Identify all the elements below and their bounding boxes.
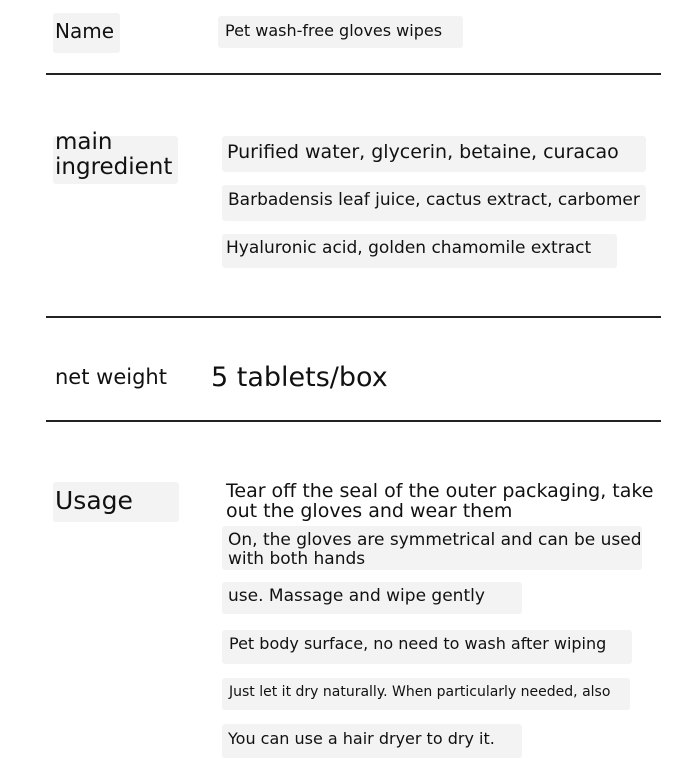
divider [46, 73, 661, 75]
ingredient-line: Purified water, glycerin, betaine, curacao [227, 141, 619, 163]
ingredient-line: Hyaluronic acid, golden chamomile extract [226, 238, 592, 258]
name-value: Pet wash-free gloves wipes [225, 21, 443, 40]
usage-label: Usage [55, 486, 133, 515]
usage-line: Tear off the seal of the outer packaging, take out the gloves and wear them [226, 480, 654, 522]
net-weight-value: 5 tablets/box [211, 362, 388, 393]
net-weight-label: net weight [55, 365, 167, 389]
ingredient-label: main ingredient [55, 129, 173, 180]
name-label: Name [55, 19, 115, 43]
usage-line: Just let it dry naturally. When particularly needed, also [229, 684, 611, 700]
divider [46, 420, 661, 422]
ingredient-line: Barbadensis leaf juice, cactus extract, carbomer [228, 190, 640, 210]
usage-line: You can use a hair dryer to dry it. [228, 729, 495, 748]
usage-line: Pet body surface, no need to wash after wiping [229, 634, 607, 653]
divider [46, 316, 661, 318]
usage-line: On, the gloves are symmetrical and can be used with both hands [228, 530, 642, 569]
usage-line: use. Massage and wipe gently [228, 586, 485, 606]
